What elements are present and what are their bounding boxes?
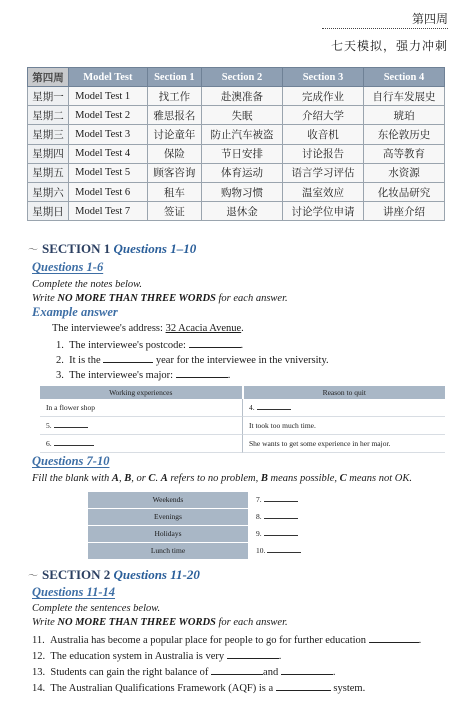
day-cell: 星期一	[28, 87, 69, 106]
topic-cell: 保险	[147, 144, 201, 163]
example-heading: Example answer	[32, 305, 118, 319]
question-13: 13. Students can gain the right balance of and .	[32, 667, 336, 678]
notes-grid-row: 5. It took too much time.	[40, 417, 445, 435]
question-1: 1. The interviewee's postcode: .	[56, 340, 244, 351]
availability-grid	[88, 492, 406, 560]
schedule-table	[27, 67, 445, 221]
topic-cell: 赴澳准备	[202, 87, 283, 106]
topic-cell: 介绍大学	[283, 106, 364, 125]
instruction: Complete the sentences below.	[32, 603, 161, 614]
question-3: 3. The interviewee's major: .	[56, 370, 231, 381]
question-11: 11. Australia has become a popular place for people to go for further education .	[32, 635, 422, 646]
week-label: 第四周	[322, 10, 448, 29]
topic-cell: 水资源	[363, 163, 444, 182]
questions-1-6-heading: Questions 1-6	[32, 260, 104, 274]
page-header	[322, 10, 448, 54]
instruction: Write NO MORE THAN THREE WORDS for each answer.	[32, 617, 288, 628]
example-answer: The interviewee's address: 32 Acacia Avenue.	[52, 323, 244, 334]
schedule-row	[28, 182, 445, 201]
availability-row: Lunch time 10.	[88, 543, 406, 559]
topic-cell: 顾客咨询	[147, 163, 201, 182]
model-test-cell: Model Test 6	[69, 182, 148, 201]
questions-7-10-heading: Questions 7-10	[32, 454, 110, 468]
availability-row: Holidays 9.	[88, 526, 406, 542]
day-cell: 星期四	[28, 144, 69, 163]
topic-cell: 化妆品研究	[363, 182, 444, 201]
model-test-cell: Model Test 5	[69, 163, 148, 182]
topic-cell: 退休金	[202, 202, 283, 221]
topic-cell: 讨论童年	[147, 125, 201, 144]
model-test-cell: Model Test 1	[69, 87, 148, 106]
topic-cell: 高等教育	[363, 144, 444, 163]
notes-grid-row: 6. She wants to get some experience in her major.	[40, 435, 445, 453]
day-cell: 星期二	[28, 106, 69, 125]
column-header: Section 1	[147, 68, 201, 87]
topic-cell: 讨论报告	[283, 144, 364, 163]
answer-blank[interactable]	[276, 681, 331, 691]
topic-cell: 自行车发展史	[363, 87, 444, 106]
question-12: 12. The education system in Australia is very .	[32, 651, 282, 662]
topic-cell: 讨论学位申请	[283, 202, 364, 221]
notes-grid-header: Working experiences Reason to quit	[40, 386, 445, 399]
model-test-cell: Model Test 7	[69, 202, 148, 221]
answer-blank[interactable]	[281, 665, 333, 675]
schedule-header-row	[28, 68, 445, 87]
model-test-cell: Model Test 3	[69, 125, 148, 144]
topic-cell: 温室效应	[283, 182, 364, 201]
column-header: Section 2	[202, 68, 283, 87]
column-header: Section 3	[283, 68, 364, 87]
answer-blank[interactable]	[257, 403, 291, 410]
question-14: 14. The Australian Qualifications Framework (AQF) is a system.	[32, 683, 366, 694]
topic-cell: 体育运动	[202, 163, 283, 182]
model-test-cell: Model Test 2	[69, 106, 148, 125]
answer-blank[interactable]	[189, 338, 241, 348]
day-cell: 星期五	[28, 163, 69, 182]
answer-blank[interactable]	[264, 512, 298, 519]
answer-blank[interactable]	[227, 649, 279, 659]
slogan: 七天模拟，强力冲刺	[330, 39, 448, 53]
topic-cell: 完成作业	[283, 87, 364, 106]
column-header: 第四周	[28, 68, 69, 87]
topic-cell: 讲座介绍	[363, 202, 444, 221]
schedule-row	[28, 106, 445, 125]
answer-blank[interactable]	[103, 353, 153, 363]
notes-grid	[40, 386, 445, 453]
topic-cell: 租车	[147, 182, 201, 201]
topic-cell: 琥珀	[363, 106, 444, 125]
availability-row: Evenings 8.	[88, 509, 406, 525]
answer-blank[interactable]	[211, 665, 263, 675]
question-2: 2. It is the year for the interviewee in the vniversity.	[56, 355, 329, 366]
model-test-cell: Model Test 4	[69, 144, 148, 163]
schedule-row	[28, 144, 445, 163]
schedule-row	[28, 202, 445, 221]
day-cell: 星期三	[28, 125, 69, 144]
schedule-body	[28, 87, 445, 221]
answer-blank[interactable]	[369, 633, 419, 643]
section1-title: 〜 SECTION 1 Questions 1–10	[28, 241, 197, 256]
day-cell: 星期日	[28, 202, 69, 221]
topic-cell: 购物习惯	[202, 182, 283, 201]
topic-cell: 语言学习评估	[283, 163, 364, 182]
answer-blank[interactable]	[176, 368, 228, 378]
schedule-row	[28, 87, 445, 106]
instruction: Fill the blank with A, B, or C. A refers to no problem, B means possible, C means not OK.	[32, 473, 412, 484]
topic-cell: 东伦敦历史	[363, 125, 444, 144]
answer-blank[interactable]	[267, 546, 301, 553]
questions-11-14-heading: Questions 11-14	[32, 585, 116, 599]
instruction: Complete the notes below.	[32, 279, 143, 290]
topic-cell: 雅思报名	[147, 106, 201, 125]
answer-blank[interactable]	[264, 495, 298, 502]
day-cell: 星期六	[28, 182, 69, 201]
column-header: Section 4	[363, 68, 444, 87]
column-header: Model Test	[69, 68, 148, 87]
answer-blank[interactable]	[54, 439, 94, 446]
topic-cell: 签证	[147, 202, 201, 221]
answer-blank[interactable]	[264, 529, 298, 536]
answer-blank[interactable]	[54, 421, 88, 428]
topic-cell: 收音机	[283, 125, 364, 144]
availability-row: Weekends 7.	[88, 492, 406, 508]
notes-grid-row: In a flower shop 4.	[40, 399, 445, 417]
topic-cell: 失眠	[202, 106, 283, 125]
section2-title: 〜 SECTION 2 Questions 11-20	[28, 567, 200, 582]
topic-cell: 找工作	[147, 87, 201, 106]
instruction: Write NO MORE THAN THREE WORDS for each answer.	[32, 293, 288, 304]
schedule-row	[28, 125, 445, 144]
topic-cell: 节日安排	[202, 144, 283, 163]
schedule-row	[28, 163, 445, 182]
topic-cell: 防止汽车被盗	[202, 125, 283, 144]
